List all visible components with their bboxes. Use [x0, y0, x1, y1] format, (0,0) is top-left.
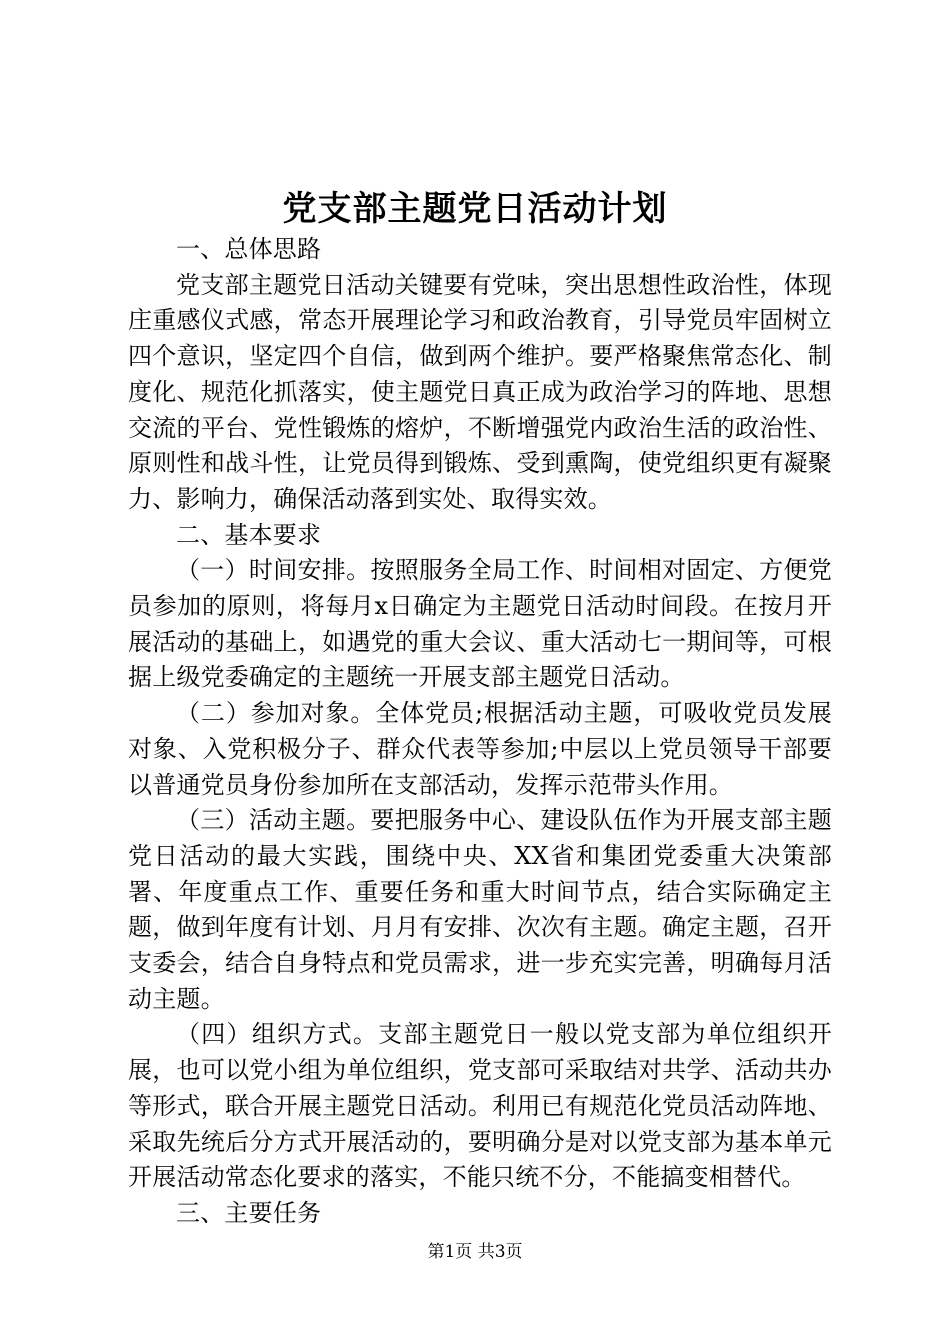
section-heading-main-tasks: 三、主要任务 [176, 1198, 322, 1227]
document-body [128, 232, 832, 1232]
paragraph-activity-theme: （三）活动主题。要把服务中心、建设队伍作为开展支部主题党日活动的最大实践，围绕中央、XX省和集团党委重大决策部署、年度重点工作、重要任务和重大时间节点，结合实际确定主题，做到年度有计划、月月有安排、次次有主题。确定主题，召开支委会，结合自身特点和党员需求，进一步充实完善，明确每月活动主题。 [128, 806, 832, 1013]
section-heading-basic-requirements: 二、基本要求 [176, 520, 322, 549]
section-heading-overall-idea: 一、总体思路 [176, 235, 322, 263]
paragraph-overall-idea: 党支部主题党日活动关键要有党味，突出思想性政治性，体现庄重感仪式感，常态开展理论学习和政治教育，引导党员牢固树立四个意识，坚定四个自信，做到两个维护。要严格聚焦常态化、制度化、规范化抓落实，使主题党日真正成为政治学习的阵地、思想交流的平台、党性锻炼的熔炉，不断增强党内政治生活的政治性、原则性和战斗性，让党员得到锻炼、受到熏陶，使党组织更有凝聚力、影响力，确保活动落到实处、取得实效。 [128, 270, 832, 513]
paragraph-time-arrangement: （一）时间安排。按照服务全局工作、时间相对固定、方便党员参加的原则，将每月x日确定为主题党日活动时间段。在按月开展活动的基础上，如遇党的重大会议、重大活动七一期间等，可根据上级党委确定的主题统一开展支部主题党日活动。 [128, 556, 832, 692]
page-footer: 第1页 共3页 [427, 1242, 523, 1262]
document-title: 党支部主题党日活动计划 [282, 189, 668, 229]
paragraph-organization-method: （四）组织方式。支部主题党日一般以党支部为单位组织开展，也可以党小组为单位组织，党支部可采取结对共学、活动共办等形式，联合开展主题党日活动。利用已有规范化党员活动阵地、采取先统后分方式开展活动的，要明确分是对以党支部为基本单元开展活动常态化要求的落实，不能只统不分，不能搞变相替代。 [128, 1020, 832, 1192]
paragraph-participants: （二）参加对象。全体党员;根据活动主题，可吸收党员发展对象、入党积极分子、群众代表等参加;中层以上党员领导干部要以普通党员身份参加所在支部活动，发挥示范带头作用。 [128, 699, 832, 799]
